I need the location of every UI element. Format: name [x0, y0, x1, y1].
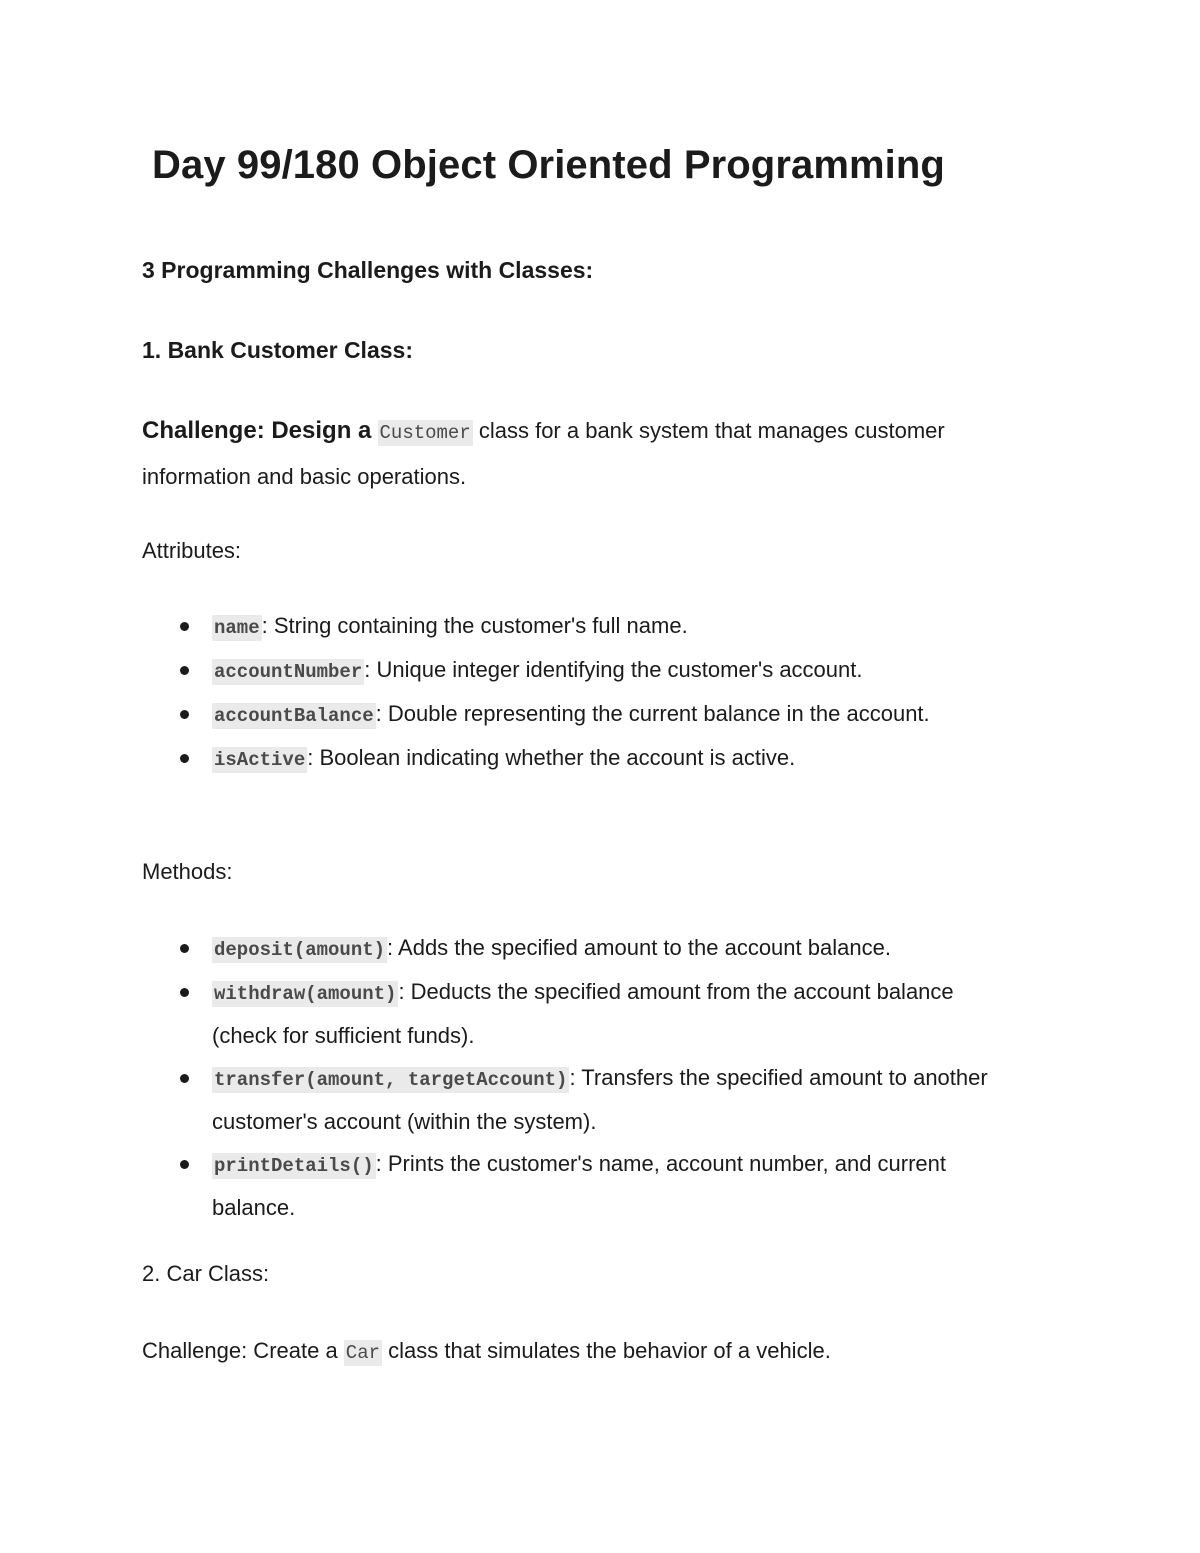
method-code: deposit(amount): [214, 939, 386, 961]
bullet-icon: [180, 944, 189, 953]
attr-code: isActive: [214, 749, 306, 771]
list-item: [142, 1057, 1012, 1143]
section1-challenge-lead: Challenge: Design a: [142, 417, 372, 444]
section1-heading: 1. Bank Customer Class:: [142, 337, 413, 363]
method-text: : Prints the customer's name, account number, and current balance.: [212, 1151, 947, 1220]
attr-code: accountNumber: [214, 661, 363, 683]
attr-text: : Boolean indicating whether the account is active.: [307, 745, 796, 770]
attr-code: accountBalance: [214, 705, 374, 727]
methods-list: [142, 927, 1012, 1229]
section1-challenge-rest: class for a bank system that manages customer information and basic operations.: [142, 418, 945, 489]
attributes-list: [142, 605, 1012, 781]
attributes-label: Attributes:: [142, 538, 242, 563]
car-code: Car: [345, 1342, 381, 1364]
method-code: printDetails(): [214, 1155, 374, 1177]
section2-challenge-lead: Challenge: Create a: [142, 1338, 344, 1363]
attr-text: : Double representing the current balance in the account.: [375, 701, 930, 726]
list-item: [142, 1143, 1012, 1229]
method-text: : Adds the specified amount to the account balance.: [387, 935, 891, 960]
section2-challenge-rest: class that simulates the behavior of a vehicle.: [382, 1338, 831, 1363]
attr-text: : Unique integer identifying the customer's account.: [364, 657, 863, 682]
method-code: withdraw(amount): [214, 983, 397, 1005]
bullet-icon: [180, 1160, 189, 1169]
method-code: transfer(amount, targetAccount): [214, 1069, 568, 1091]
methods-label: Methods:: [142, 859, 233, 884]
list-item: [142, 693, 1012, 737]
attr-text: : String containing the customer's full name.: [261, 613, 688, 638]
list-item: [142, 927, 1012, 971]
bullet-icon: [180, 710, 189, 719]
customer-code: Customer: [379, 422, 471, 444]
section1-challenge: [142, 409, 1012, 499]
list-item: [142, 971, 1012, 1057]
section2-heading: 2. Car Class:: [142, 1261, 270, 1286]
list-item: [142, 737, 1012, 781]
list-item: [142, 605, 1012, 649]
list-item: [142, 649, 1012, 693]
bullet-icon: [180, 622, 189, 631]
method-text: : Transfers the specified amount to another customer's account (within the system).: [212, 1065, 988, 1134]
bullet-icon: [180, 988, 189, 997]
bullet-icon: [180, 1074, 189, 1083]
bullet-icon: [180, 666, 189, 675]
page-title: Day 99/180 Object Oriented Programming: [152, 143, 945, 187]
section2-challenge: [142, 1329, 1012, 1375]
attr-code: name: [214, 617, 260, 639]
intro-heading: 3 Programming Challenges with Classes:: [142, 257, 594, 283]
method-text: : Deducts the specified amount from the account balance (check for sufficient funds).: [212, 979, 954, 1048]
bullet-icon: [180, 754, 189, 763]
